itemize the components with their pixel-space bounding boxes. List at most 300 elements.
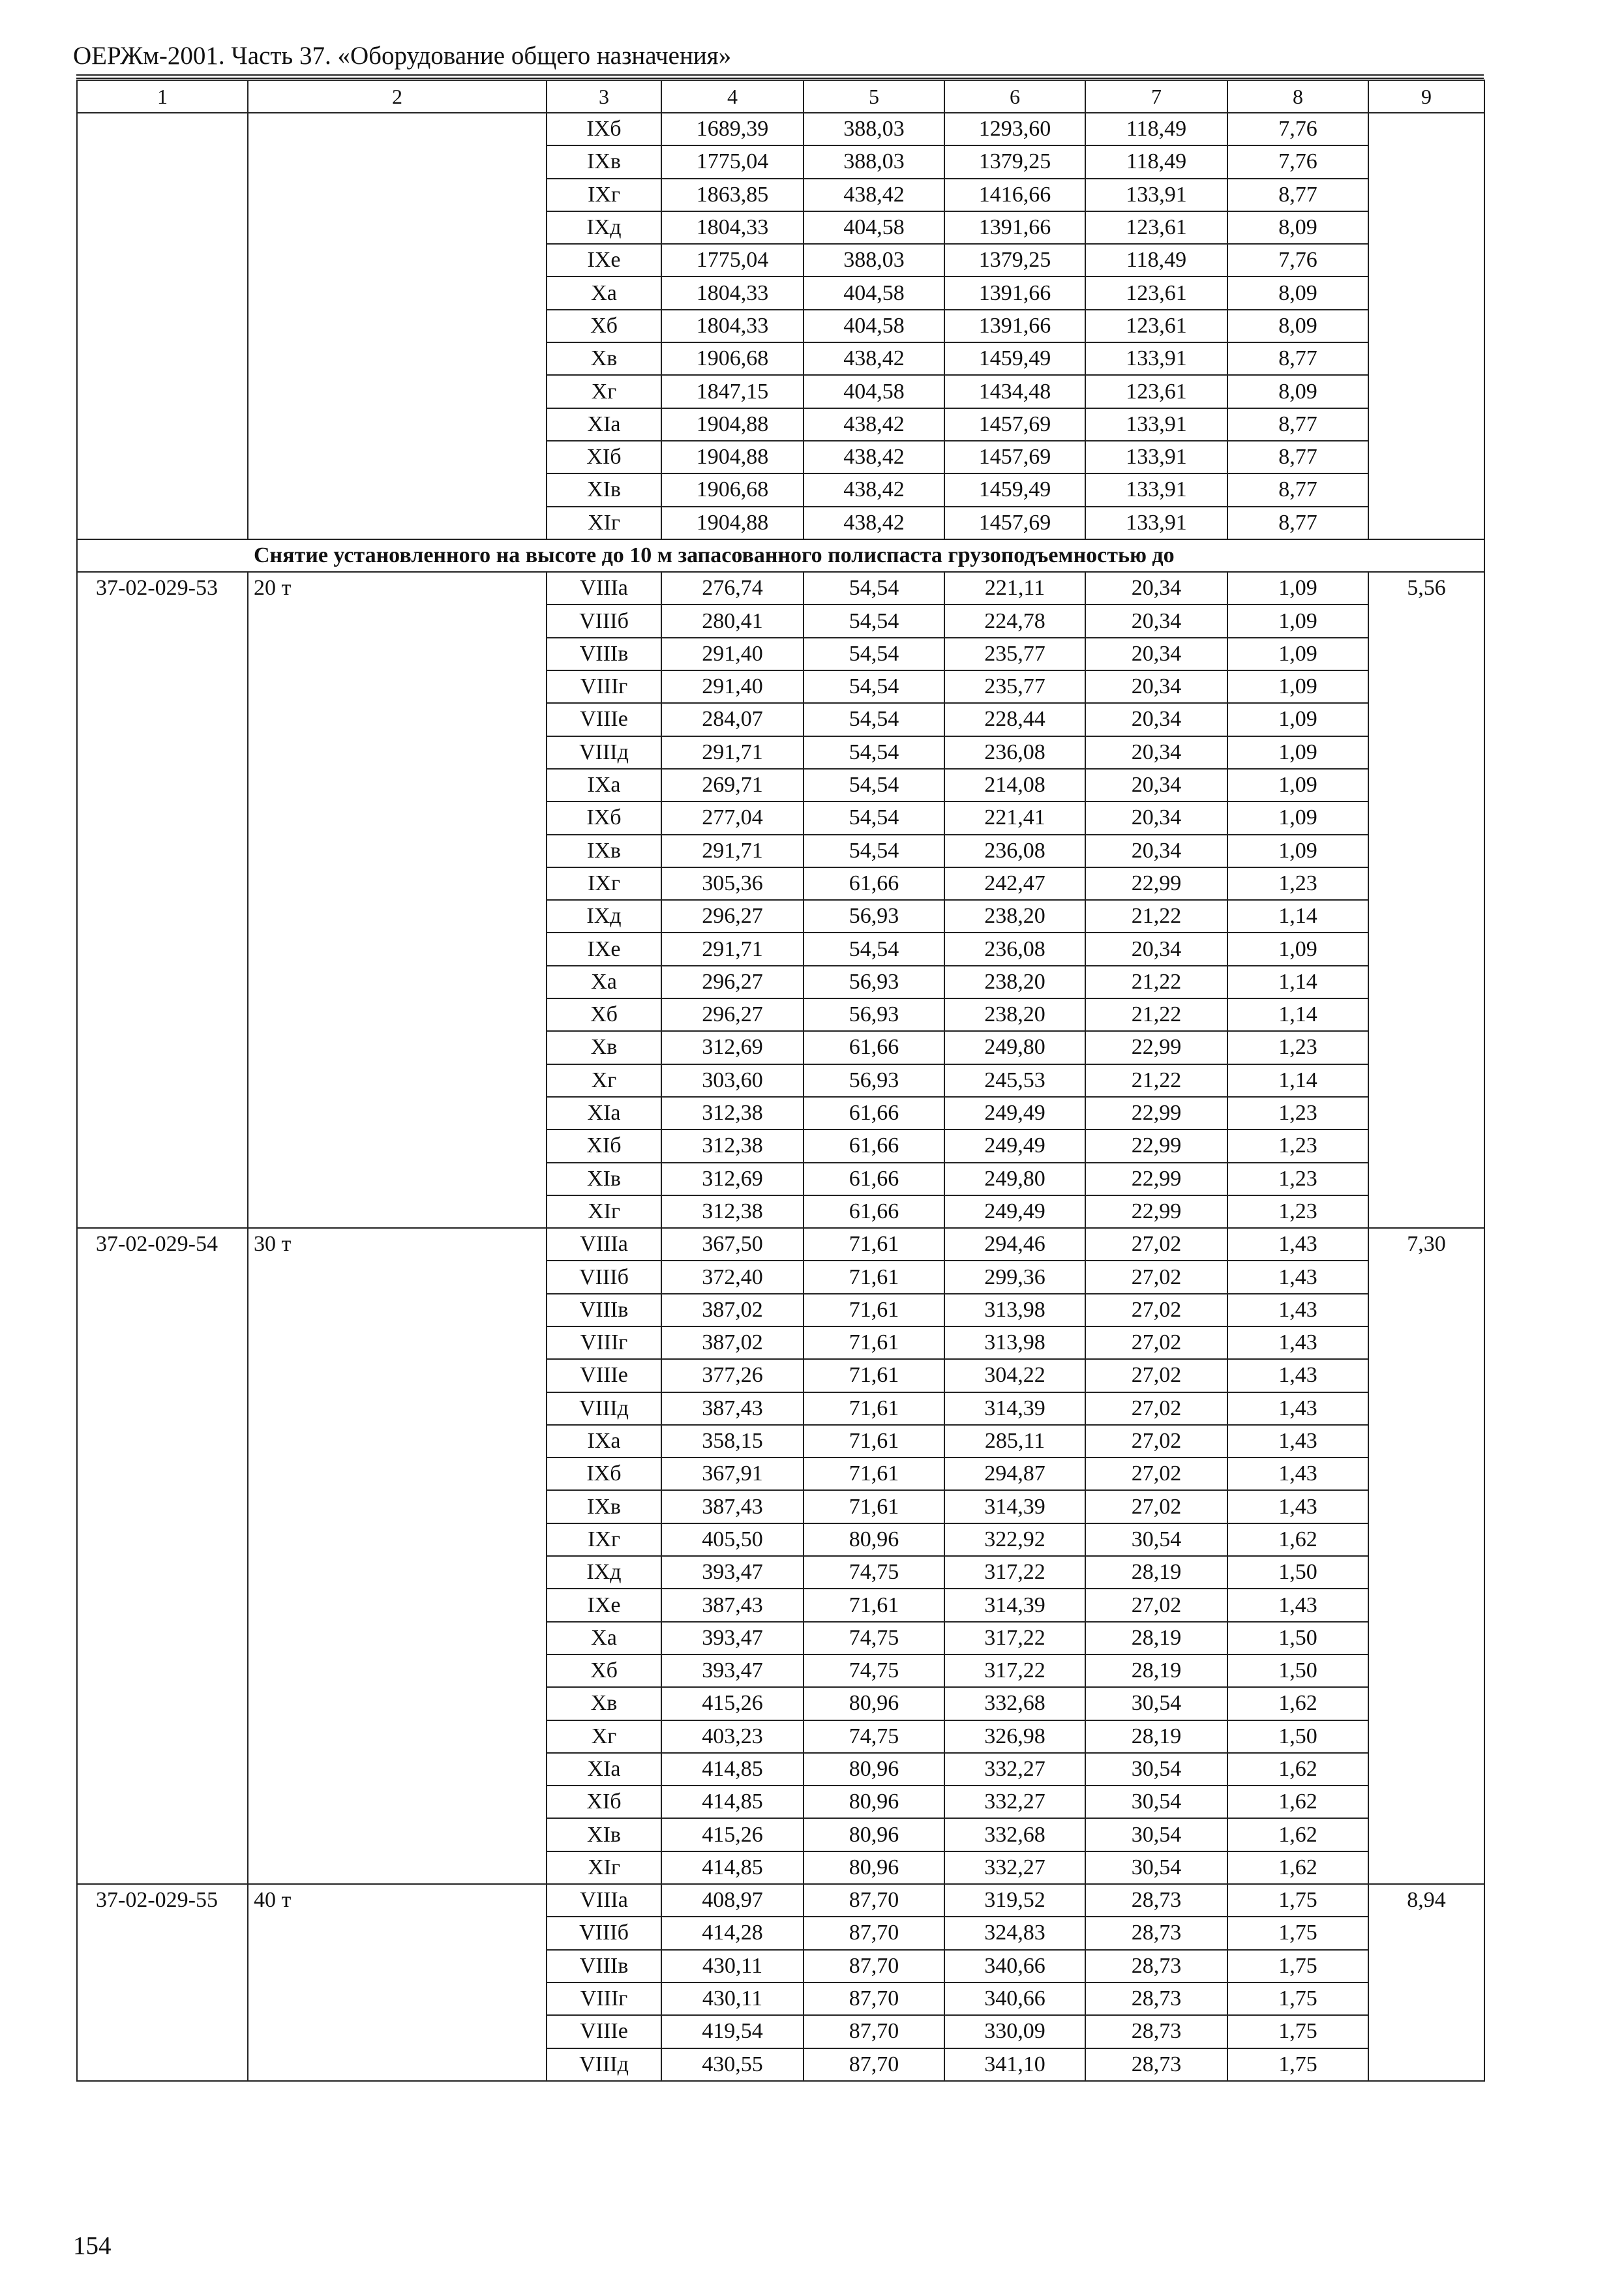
cell-machines: 332,68: [944, 1687, 1085, 1720]
cell-materials: 8,77: [1227, 473, 1368, 506]
cell-machines: 314,39: [944, 1392, 1085, 1425]
cell-wages: 54,54: [804, 572, 944, 605]
cell-materials: 1,23: [1227, 1163, 1368, 1195]
cell-machines: 340,66: [944, 1950, 1085, 1982]
cell-materials: 1,43: [1227, 1294, 1368, 1326]
cell-index: VIIIв: [547, 1294, 661, 1326]
cell-wages: 388,03: [804, 113, 944, 145]
cell-direct-costs: 291,71: [661, 736, 804, 769]
cell-wages: 87,70: [804, 2015, 944, 2048]
cell-wages: 61,66: [804, 1163, 944, 1195]
cell-direct-costs: 393,47: [661, 1654, 804, 1687]
cell-index: XIб: [547, 441, 661, 473]
cell-index: IXг: [547, 867, 661, 900]
cell-materials: 1,09: [1227, 736, 1368, 769]
cell-wages: 74,75: [804, 1720, 944, 1753]
cell-machines: 332,27: [944, 1786, 1085, 1818]
cell-index: IXе: [547, 244, 661, 277]
cell-index: IXв: [547, 1490, 661, 1523]
cell-materials: 1,14: [1227, 966, 1368, 998]
cell-machines: 1459,49: [944, 342, 1085, 375]
cell-machinist-wages: 123,61: [1085, 277, 1227, 309]
cell-wages: 80,96: [804, 1687, 944, 1720]
cell-machines: 314,39: [944, 1490, 1085, 1523]
cell-machinist-wages: 28,73: [1085, 2048, 1227, 2081]
cell-wages: 74,75: [804, 1654, 944, 1687]
cell-wages: 80,96: [804, 1753, 944, 1786]
cell-wages: 404,58: [804, 375, 944, 408]
cell-index: Xб: [547, 1654, 661, 1687]
cell-index: IXа: [547, 769, 661, 801]
cell-direct-costs: 296,27: [661, 998, 804, 1031]
cell-machinist-wages: 20,34: [1085, 572, 1227, 605]
cell-index: Xб: [547, 998, 661, 1031]
cell-direct-costs: 414,85: [661, 1786, 804, 1818]
cell-machines: 249,49: [944, 1130, 1085, 1162]
cell-machinist-wages: 123,61: [1085, 310, 1227, 342]
cell-materials: 1,50: [1227, 1654, 1368, 1687]
rate-capacity: 20 т: [248, 572, 547, 1228]
cell-materials: 8,09: [1227, 277, 1368, 309]
cell-machines: 249,80: [944, 1163, 1085, 1195]
cell-direct-costs: 393,47: [661, 1556, 804, 1589]
cell-machinist-wages: 22,99: [1085, 1163, 1227, 1195]
cell-index: XIг: [547, 1195, 661, 1228]
cell-index: XIв: [547, 1818, 661, 1851]
cell-direct-costs: 367,50: [661, 1228, 804, 1261]
cell-machines: 238,20: [944, 998, 1085, 1031]
cell-machines: 236,08: [944, 933, 1085, 965]
cell-machinist-wages: 20,34: [1085, 933, 1227, 965]
cell-capacity-empty: [248, 113, 547, 539]
rate-code: 37-02-029-55: [77, 1884, 248, 2081]
cell-direct-costs: 387,02: [661, 1294, 804, 1326]
cell-wages: 74,75: [804, 1556, 944, 1589]
cell-machines: 221,41: [944, 801, 1085, 834]
cell-machines: 249,80: [944, 1031, 1085, 1064]
cell-direct-costs: 377,26: [661, 1359, 804, 1392]
cell-machines: 314,39: [944, 1589, 1085, 1621]
cell-labor-empty: [1368, 113, 1484, 539]
table-row: [77, 572, 1484, 605]
cell-wages: 87,70: [804, 1917, 944, 1949]
cell-index: Xа: [547, 1622, 661, 1654]
cell-index: XIа: [547, 1097, 661, 1130]
table-row: [77, 113, 1484, 145]
cell-machines: 1416,66: [944, 179, 1085, 211]
cell-machines: 1457,69: [944, 441, 1085, 473]
cell-machines: 313,98: [944, 1326, 1085, 1359]
cell-index: VIIIа: [547, 1228, 661, 1261]
cell-index: IXа: [547, 1425, 661, 1458]
cell-index: IXе: [547, 933, 661, 965]
cell-machines: 1457,69: [944, 507, 1085, 539]
cell-machines: 1293,60: [944, 113, 1085, 145]
cell-wages: 56,93: [804, 1064, 944, 1097]
cell-materials: 8,77: [1227, 342, 1368, 375]
cell-direct-costs: 277,04: [661, 801, 804, 834]
cell-direct-costs: 403,23: [661, 1720, 804, 1753]
cell-materials: 1,50: [1227, 1556, 1368, 1589]
rates-table-body: [77, 80, 1484, 2081]
cell-wages: 54,54: [804, 801, 944, 834]
cell-wages: 54,54: [804, 605, 944, 637]
cell-machinist-wages: 118,49: [1085, 145, 1227, 178]
cell-machinist-wages: 22,99: [1085, 867, 1227, 900]
cell-machines: 214,08: [944, 769, 1085, 801]
cell-direct-costs: 312,38: [661, 1195, 804, 1228]
section-heading-row: [77, 539, 1484, 572]
cell-materials: 1,14: [1227, 900, 1368, 933]
cell-wages: 87,70: [804, 1950, 944, 1982]
cell-machinist-wages: 20,34: [1085, 605, 1227, 637]
cell-wages: 388,03: [804, 244, 944, 277]
cell-materials: 1,62: [1227, 1786, 1368, 1818]
cell-machines: 224,78: [944, 605, 1085, 637]
cell-index: XIа: [547, 408, 661, 441]
cell-index: VIIIг: [547, 670, 661, 703]
cell-direct-costs: 296,27: [661, 900, 804, 933]
cell-direct-costs: 1906,68: [661, 473, 804, 506]
cell-wages: 87,70: [804, 1982, 944, 2015]
cell-machines: 330,09: [944, 2015, 1085, 2048]
cell-index: IXд: [547, 211, 661, 244]
cell-materials: 1,50: [1227, 1622, 1368, 1654]
cell-index: IXг: [547, 179, 661, 211]
cell-machinist-wages: 28,19: [1085, 1654, 1227, 1687]
cell-direct-costs: 284,07: [661, 703, 804, 736]
cell-wages: 61,66: [804, 1130, 944, 1162]
cell-wages: 54,54: [804, 835, 944, 867]
cell-direct-costs: 367,91: [661, 1458, 804, 1490]
header-rule: [76, 74, 1484, 76]
cell-machinist-wages: 22,99: [1085, 1031, 1227, 1064]
cell-machinist-wages: 27,02: [1085, 1326, 1227, 1359]
cell-machinist-wages: 133,91: [1085, 408, 1227, 441]
cell-machinist-wages: 30,54: [1085, 1818, 1227, 1851]
cell-machines: 317,22: [944, 1654, 1085, 1687]
cell-wages: 54,54: [804, 670, 944, 703]
rate-code: 37-02-029-54: [77, 1228, 248, 1884]
cell-machinist-wages: 133,91: [1085, 342, 1227, 375]
cell-machinist-wages: 21,22: [1085, 998, 1227, 1031]
cell-wages: 71,61: [804, 1326, 944, 1359]
cell-machines: 324,83: [944, 1917, 1085, 1949]
cell-materials: 1,75: [1227, 1917, 1368, 1949]
cell-machinist-wages: 133,91: [1085, 179, 1227, 211]
cell-machinist-wages: 21,22: [1085, 900, 1227, 933]
cell-wages: 56,93: [804, 998, 944, 1031]
cell-direct-costs: 280,41: [661, 605, 804, 637]
cell-materials: 1,09: [1227, 638, 1368, 670]
cell-machines: 245,53: [944, 1064, 1085, 1097]
cell-wages: 404,58: [804, 310, 944, 342]
cell-machines: 332,27: [944, 1753, 1085, 1786]
cell-machinist-wages: 22,99: [1085, 1097, 1227, 1130]
cell-wages: 54,54: [804, 769, 944, 801]
cell-machines: 319,52: [944, 1884, 1085, 1917]
cell-index: VIIIд: [547, 2048, 661, 2081]
cell-machinist-wages: 28,19: [1085, 1720, 1227, 1753]
cell-wages: 74,75: [804, 1622, 944, 1654]
cell-wages: 61,66: [804, 1031, 944, 1064]
cell-index: VIIIд: [547, 1392, 661, 1425]
cell-materials: 1,14: [1227, 998, 1368, 1031]
cell-index: Xг: [547, 1064, 661, 1097]
cell-materials: 8,09: [1227, 211, 1368, 244]
cell-index: VIIIв: [547, 1950, 661, 1982]
cell-machines: 235,77: [944, 638, 1085, 670]
cell-index: IXв: [547, 835, 661, 867]
column-numbers-row: [77, 80, 1484, 113]
cell-machines: 1379,25: [944, 244, 1085, 277]
cell-machinist-wages: 27,02: [1085, 1359, 1227, 1392]
cell-direct-costs: 358,15: [661, 1425, 804, 1458]
cell-index: Xг: [547, 1720, 661, 1753]
cell-machines: 317,22: [944, 1556, 1085, 1589]
section-title: Снятие установленного на высоте до 10 м запасованного полиспаста грузоподъемностью до: [77, 539, 1484, 572]
cell-direct-costs: 387,02: [661, 1326, 804, 1359]
cell-direct-costs: 372,40: [661, 1261, 804, 1293]
cell-wages: 438,42: [804, 179, 944, 211]
cell-wages: 71,61: [804, 1228, 944, 1261]
cell-materials: 1,43: [1227, 1458, 1368, 1490]
cell-direct-costs: 312,69: [661, 1163, 804, 1195]
cell-index: XIа: [547, 1753, 661, 1786]
cell-materials: 1,09: [1227, 769, 1368, 801]
cell-direct-costs: 430,11: [661, 1982, 804, 2015]
cell-direct-costs: 312,38: [661, 1130, 804, 1162]
cell-machines: 249,49: [944, 1097, 1085, 1130]
rate-code: 37-02-029-53: [77, 572, 248, 1228]
cell-direct-costs: 1904,88: [661, 408, 804, 441]
cell-index: IXд: [547, 900, 661, 933]
cell-machinist-wages: 30,54: [1085, 1753, 1227, 1786]
cell-machines: 249,49: [944, 1195, 1085, 1228]
cell-wages: 80,96: [804, 1523, 944, 1556]
cell-direct-costs: 387,43: [661, 1392, 804, 1425]
cell-index: Xв: [547, 1031, 661, 1064]
cell-wages: 80,96: [804, 1818, 944, 1851]
column-number: 5: [804, 80, 944, 113]
cell-machinist-wages: 28,73: [1085, 2015, 1227, 2048]
cell-machinist-wages: 133,91: [1085, 473, 1227, 506]
cell-wages: 56,93: [804, 966, 944, 998]
cell-wages: 71,61: [804, 1392, 944, 1425]
cell-direct-costs: 414,85: [661, 1851, 804, 1884]
cell-materials: 1,75: [1227, 1950, 1368, 1982]
cell-materials: 1,62: [1227, 1687, 1368, 1720]
cell-materials: 1,23: [1227, 1130, 1368, 1162]
cell-materials: 1,75: [1227, 2015, 1368, 2048]
cell-index: Xа: [547, 966, 661, 998]
cell-materials: 1,23: [1227, 867, 1368, 900]
cell-machines: 1391,66: [944, 211, 1085, 244]
cell-materials: 1,62: [1227, 1523, 1368, 1556]
cell-wages: 71,61: [804, 1359, 944, 1392]
cell-machinist-wages: 20,34: [1085, 703, 1227, 736]
cell-materials: 1,43: [1227, 1359, 1368, 1392]
cell-direct-costs: 291,71: [661, 835, 804, 867]
rate-labor: 7,30: [1368, 1228, 1484, 1884]
cell-wages: 80,96: [804, 1851, 944, 1884]
cell-materials: 8,77: [1227, 507, 1368, 539]
cell-direct-costs: 276,74: [661, 572, 804, 605]
cell-direct-costs: 312,38: [661, 1097, 804, 1130]
cell-wages: 438,42: [804, 441, 944, 473]
column-number: 4: [661, 80, 804, 113]
cell-machinist-wages: 118,49: [1085, 113, 1227, 145]
cell-index: VIIIг: [547, 1982, 661, 2015]
cell-machines: 285,11: [944, 1425, 1085, 1458]
cell-direct-costs: 1904,88: [661, 441, 804, 473]
cell-direct-costs: 1904,88: [661, 507, 804, 539]
cell-machinist-wages: 27,02: [1085, 1589, 1227, 1621]
cell-index: Xв: [547, 342, 661, 375]
cell-direct-costs: 303,60: [661, 1064, 804, 1097]
cell-materials: 1,62: [1227, 1818, 1368, 1851]
cell-direct-costs: 1804,33: [661, 211, 804, 244]
cell-index: IXб: [547, 1458, 661, 1490]
cell-direct-costs: 1906,68: [661, 342, 804, 375]
cell-index: VIIIв: [547, 638, 661, 670]
cell-materials: 1,75: [1227, 1982, 1368, 2015]
cell-direct-costs: 387,43: [661, 1490, 804, 1523]
cell-machines: 1391,66: [944, 310, 1085, 342]
cell-direct-costs: 296,27: [661, 966, 804, 998]
cell-machinist-wages: 30,54: [1085, 1687, 1227, 1720]
cell-materials: 1,09: [1227, 670, 1368, 703]
rate-capacity: 30 т: [248, 1228, 547, 1884]
rate-labor: 5,56: [1368, 572, 1484, 1228]
cell-machinist-wages: 20,34: [1085, 769, 1227, 801]
cell-direct-costs: 291,40: [661, 638, 804, 670]
cell-machines: 322,92: [944, 1523, 1085, 1556]
cell-index: IXе: [547, 1589, 661, 1621]
cell-materials: 7,76: [1227, 113, 1368, 145]
cell-materials: 1,09: [1227, 835, 1368, 867]
cell-materials: 1,75: [1227, 1884, 1368, 1917]
cell-direct-costs: 291,40: [661, 670, 804, 703]
column-number: 7: [1085, 80, 1227, 113]
cell-machines: 1457,69: [944, 408, 1085, 441]
cell-machinist-wages: 133,91: [1085, 507, 1227, 539]
cell-machinist-wages: 27,02: [1085, 1458, 1227, 1490]
cell-direct-costs: 1804,33: [661, 277, 804, 309]
cell-wages: 71,61: [804, 1425, 944, 1458]
cell-materials: 1,43: [1227, 1228, 1368, 1261]
cell-materials: 1,23: [1227, 1031, 1368, 1064]
cell-direct-costs: 393,47: [661, 1622, 804, 1654]
cell-materials: 8,09: [1227, 375, 1368, 408]
cell-materials: 1,62: [1227, 1753, 1368, 1786]
column-number: 1: [77, 80, 248, 113]
cell-machinist-wages: 30,54: [1085, 1851, 1227, 1884]
cell-index: IXг: [547, 1523, 661, 1556]
cell-materials: 1,23: [1227, 1097, 1368, 1130]
cell-materials: 1,14: [1227, 1064, 1368, 1097]
cell-direct-costs: 1775,04: [661, 244, 804, 277]
cell-direct-costs: 408,97: [661, 1884, 804, 1917]
cell-machinist-wages: 20,34: [1085, 638, 1227, 670]
cell-index: XIв: [547, 1163, 661, 1195]
cell-direct-costs: 414,28: [661, 1917, 804, 1949]
cell-machinist-wages: 27,02: [1085, 1425, 1227, 1458]
cell-machines: 235,77: [944, 670, 1085, 703]
cell-index: XIв: [547, 473, 661, 506]
cell-machines: 238,20: [944, 900, 1085, 933]
cell-machinist-wages: 27,02: [1085, 1228, 1227, 1261]
cell-index: VIIIе: [547, 2015, 661, 2048]
cell-materials: 1,43: [1227, 1589, 1368, 1621]
cell-wages: 61,66: [804, 1097, 944, 1130]
cell-machinist-wages: 28,19: [1085, 1622, 1227, 1654]
cell-materials: 1,09: [1227, 572, 1368, 605]
cell-machinist-wages: 118,49: [1085, 244, 1227, 277]
page-number: 154: [73, 2232, 112, 2260]
column-number: 2: [248, 80, 547, 113]
cell-wages: 56,93: [804, 900, 944, 933]
cell-materials: 8,77: [1227, 441, 1368, 473]
cell-wages: 87,70: [804, 1884, 944, 1917]
cell-machinist-wages: 21,22: [1085, 966, 1227, 998]
cell-materials: 1,09: [1227, 703, 1368, 736]
cell-machines: 332,68: [944, 1818, 1085, 1851]
cell-materials: 8,77: [1227, 179, 1368, 211]
cell-wages: 80,96: [804, 1786, 944, 1818]
rates-table: [76, 80, 1485, 2082]
cell-machinist-wages: 22,99: [1085, 1195, 1227, 1228]
cell-direct-costs: 415,26: [661, 1687, 804, 1720]
cell-materials: 1,50: [1227, 1720, 1368, 1753]
cell-wages: 404,58: [804, 211, 944, 244]
cell-machinist-wages: 28,73: [1085, 1950, 1227, 1982]
cell-index: IXд: [547, 1556, 661, 1589]
cell-index: VIIIб: [547, 605, 661, 637]
cell-machines: 1434,48: [944, 375, 1085, 408]
cell-machines: 340,66: [944, 1982, 1085, 2015]
cell-machines: 294,46: [944, 1228, 1085, 1261]
cell-wages: 438,42: [804, 408, 944, 441]
cell-index: VIIIб: [547, 1917, 661, 1949]
cell-index: VIIIд: [547, 736, 661, 769]
cell-index: VIIIе: [547, 1359, 661, 1392]
cell-materials: 1,43: [1227, 1425, 1368, 1458]
cell-direct-costs: 419,54: [661, 2015, 804, 2048]
cell-index: XIг: [547, 1851, 661, 1884]
cell-index: XIг: [547, 507, 661, 539]
cell-direct-costs: 291,71: [661, 933, 804, 965]
cell-machinist-wages: 28,19: [1085, 1556, 1227, 1589]
cell-index: IXв: [547, 145, 661, 178]
column-number: 9: [1368, 80, 1484, 113]
cell-materials: 1,43: [1227, 1392, 1368, 1425]
cell-index: XIб: [547, 1786, 661, 1818]
cell-wages: 438,42: [804, 473, 944, 506]
cell-wages: 71,61: [804, 1261, 944, 1293]
cell-direct-costs: 414,85: [661, 1753, 804, 1786]
cell-wages: 87,70: [804, 2048, 944, 2081]
cell-machines: 313,98: [944, 1294, 1085, 1326]
cell-materials: 8,09: [1227, 310, 1368, 342]
cell-wages: 388,03: [804, 145, 944, 178]
cell-machinist-wages: 20,34: [1085, 670, 1227, 703]
cell-materials: 1,43: [1227, 1261, 1368, 1293]
cell-machines: 294,87: [944, 1458, 1085, 1490]
cell-wages: 54,54: [804, 736, 944, 769]
cell-wages: 71,61: [804, 1490, 944, 1523]
cell-machinist-wages: 30,54: [1085, 1523, 1227, 1556]
